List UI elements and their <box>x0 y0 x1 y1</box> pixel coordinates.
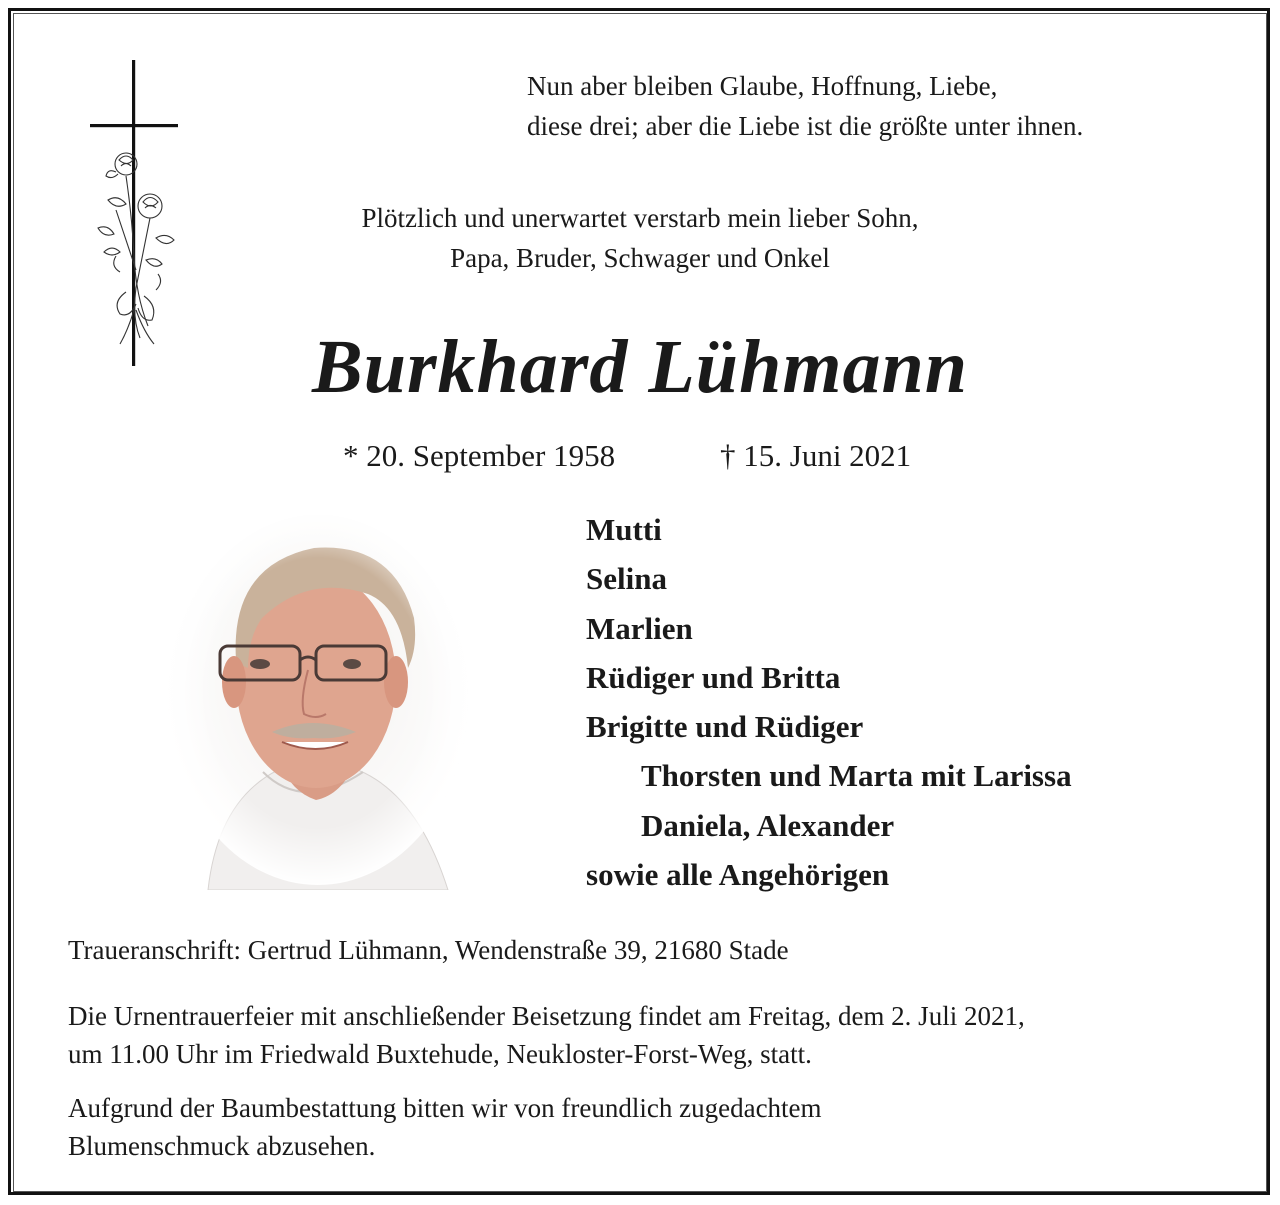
ceremony-line-1: Die Urnentrauerfeier mit anschließender Beisetzung findet am Freitag, dem 2. Juli 2021, <box>68 1001 1025 1031</box>
family-member: Rüdiger und Britta <box>586 659 841 695</box>
portrait-photo <box>168 510 498 890</box>
family-member: sowie alle Angehörigen <box>586 857 890 893</box>
birth-date: * 20. September 1958 <box>343 438 616 473</box>
mourning-address: Traueranschrift: Gertrud Lühmann, Wendenstraße 39, 21680 Stade <box>68 935 789 965</box>
family-member: Selina <box>586 561 667 597</box>
flowers-line-1: Aufgrund der Baumbestattung bitten wir von freundlich zugedachtem <box>68 1093 822 1123</box>
quote-line-2: diese drei; aber die Liebe ist die größte unter ihnen. <box>527 111 1084 141</box>
death-announcement-intro <box>230 198 1050 278</box>
deceased-name: Burkhard Lühmann <box>312 325 968 409</box>
family-member: Mutti <box>586 512 662 547</box>
family-member: Thorsten und Marta mit Larissa <box>641 758 1072 794</box>
flowers-note <box>68 1089 822 1165</box>
family-member: Brigitte und Rüdiger <box>586 709 864 745</box>
intro-line-2: Papa, Bruder, Schwager und Onkel <box>450 243 830 273</box>
ceremony-info <box>68 997 1025 1073</box>
bible-quote <box>527 66 1083 146</box>
flowers-line-2: Blumenschmuck abzusehen. <box>68 1131 376 1161</box>
ceremony-line-2: um 11.00 Uhr im Friedwald Buxtehude, Neukloster-Forst-Weg, statt. <box>68 1039 812 1069</box>
intro-line-1: Plötzlich und unerwartet verstarb mein lieber Sohn, <box>361 203 919 233</box>
quote-line-1: Nun aber bleiben Glaube, Hoffnung, Liebe, <box>527 71 998 101</box>
family-list <box>586 505 1072 899</box>
family-member: Marlien <box>586 610 693 646</box>
death-date: † 15. Juni 2021 <box>720 438 912 473</box>
family-member: Daniela, Alexander <box>641 807 895 843</box>
